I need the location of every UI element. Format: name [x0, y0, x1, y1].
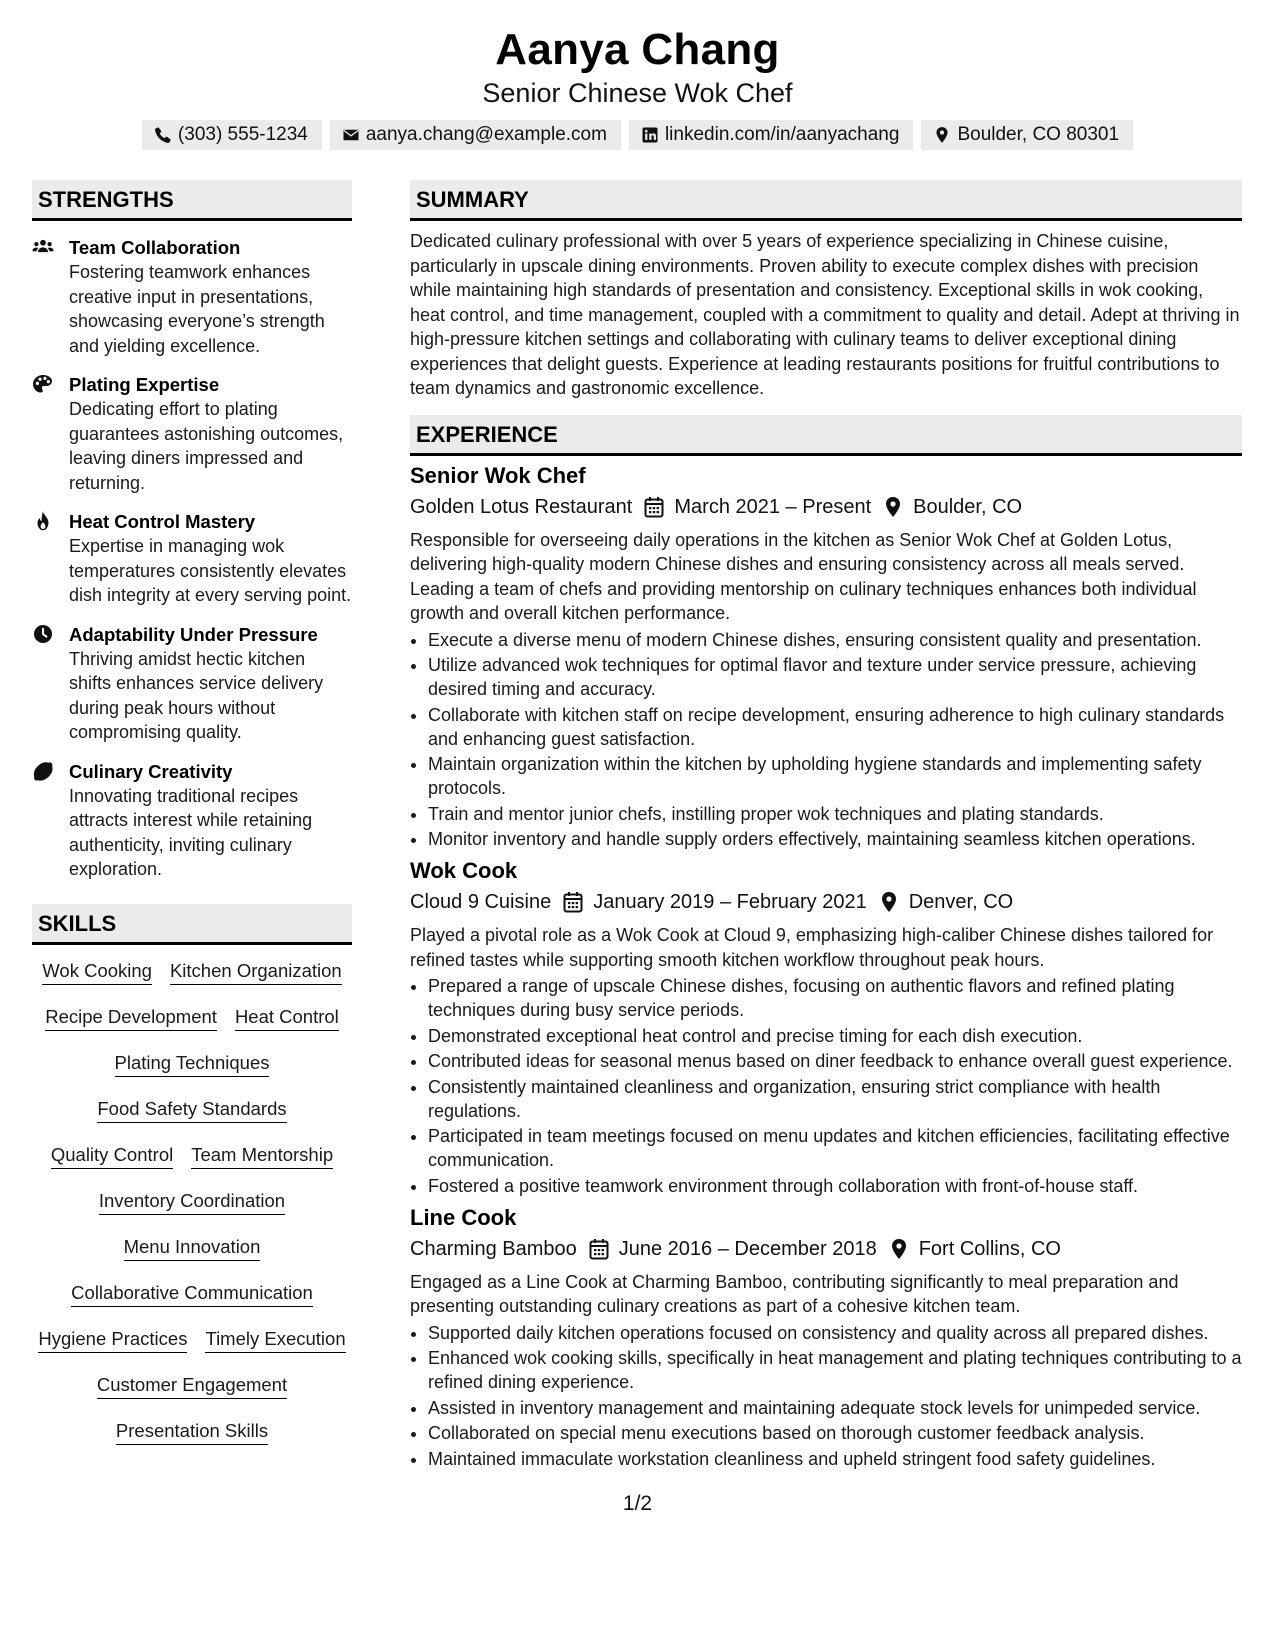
contact-email-text: aanya.chang@example.com	[365, 124, 607, 145]
job-title: Line Cook	[410, 1204, 517, 1230]
strength-title: Plating Expertise	[69, 374, 220, 395]
job-company: Golden Lotus Restaurant	[410, 495, 633, 518]
job-bullet: • Consistently maintained cleanliness and organization, ensuring strict compliance with health regulations.	[428, 1075, 1242, 1123]
job-company: Cloud 9 Cuisine	[410, 891, 552, 913]
job-entry	[410, 462, 1242, 852]
strength-description: Thriving amidst hectic kitchen shifts enhances service delivery during peak hours without compromising quality.	[69, 648, 324, 742]
strength-title: Adaptability Under Pressure	[69, 623, 318, 645]
job-entry	[410, 1204, 1242, 1471]
job-dates: June 2016 – December 2018	[618, 1237, 877, 1260]
strengths-heading: STRENGTHS	[32, 180, 352, 221]
job-bullet: • Contributed ideas for seasonal menus based on diner feedback to enhance overall guest experience.	[428, 1049, 1242, 1073]
skill-tag: Collaborative Communication	[71, 1281, 313, 1307]
job-description: Engaged as a Line Cook at Charming Bamboo, contributing significantly to meal preparation and presenting outstanding culinary creations as part of a cohesive kitchen team.	[410, 1271, 1179, 1316]
skill-tag: Customer Engagement	[97, 1373, 287, 1399]
job-description: Responsible for overseeing daily operations in the kitchen as Senior Wok Chef at Golden Lotus, delivering high-quality modern Chinese dishes and ensuring consistency across all meals served. Leading a team of chefs and providing mentorship on culinary techniques enhances both individual growth and overall kitchen performance.	[410, 529, 1197, 623]
left-column	[32, 180, 352, 1445]
skill-tag: Recipe Development	[45, 1005, 217, 1031]
job-bullet: • Execute a diverse menu of modern Chinese dishes, ensuring consistent quality and presentation.	[428, 628, 1242, 652]
job-bullet: • Enhanced wok cooking skills, specifically in heat management and plating techniques contributing to a refined dining experience.	[428, 1346, 1242, 1394]
job-bullet: • Monitor inventory and handle supply orders effectively, maintaining seamless kitchen operations.	[428, 827, 1242, 851]
job-bullet: • Train and mentor junior chefs, instilling proper wok techniques and plating standards.	[428, 802, 1242, 826]
job-bullets	[410, 974, 1242, 1198]
strength-title: Culinary Creativity	[69, 760, 233, 782]
job-meta	[410, 887, 1242, 917]
envelope-icon	[342, 126, 360, 144]
strength-title: Heat Control Mastery	[69, 511, 256, 532]
job-bullets	[410, 1321, 1242, 1471]
strength-item	[32, 235, 352, 358]
job-title-heading: Senior Chinese Wok Chef	[482, 78, 793, 108]
job-bullet: • Fostered a positive teamwork environment through collaboration with front-of-house staff.	[428, 1174, 1242, 1198]
strength-description: Dedicating effort to plating guarantees astonishing outcomes, leaving diners impressed and returning.	[69, 399, 344, 493]
skill-tag: Plating Techniques	[115, 1051, 270, 1077]
calendar-icon	[589, 1238, 609, 1260]
job-title: Senior Wok Chef	[410, 462, 586, 488]
strength-title: Team Collaboration	[69, 237, 241, 258]
phone-icon	[154, 126, 172, 144]
job-title: Wok Cook	[410, 858, 518, 883]
contact-linkedin[interactable]	[629, 120, 914, 150]
job-meta	[410, 1234, 1242, 1264]
strength-description: Fostering teamwork enhances creative input in presentations, showcasing everyone’s strength and yielding excellence.	[69, 262, 325, 356]
job-bullet: • Supported daily kitchen operations focused on consistency and quality across all prepared dishes.	[428, 1321, 1242, 1345]
job-bullet: • Maintain organization within the kitchen by upholding hygiene standards and implementing safety protocols.	[428, 752, 1242, 800]
job-company: Charming Bamboo	[410, 1237, 577, 1260]
fire-icon	[32, 509, 58, 608]
job-bullet: • Demonstrated exceptional heat control and precise timing for each dish execution.	[428, 1024, 1242, 1048]
experience-heading: EXPERIENCE	[410, 415, 1242, 456]
summary-heading: SUMMARY	[410, 180, 1242, 221]
skill-tag: Kitchen Organization	[170, 959, 342, 985]
palette-icon	[32, 372, 58, 495]
job-bullet: • Utilize advanced wok techniques for optimal flavor and texture under service pressure, achieving desired timing and accuracy.	[428, 653, 1242, 701]
page-number: 1/2	[622, 1492, 653, 1515]
calendar-icon	[563, 891, 583, 913]
contact-email[interactable]	[330, 120, 621, 150]
map-pin-icon	[889, 1238, 909, 1260]
contact-location-text: Boulder, CO 80301	[957, 124, 1120, 145]
strength-description: Innovating traditional recipes attracts interest while retaining authenticity, inviting culinary exploration.	[69, 785, 313, 879]
users-icon	[32, 235, 58, 358]
contact-phone[interactable]	[142, 120, 322, 150]
job-bullet: • Collaborate with kitchen staff on recipe development, ensuring adherence to high culinary standards and enhancing guest satisfaction.	[428, 703, 1242, 751]
contact-location[interactable]	[921, 120, 1133, 150]
contact-bar	[0, 120, 1275, 150]
map-pin-icon	[879, 891, 899, 913]
job-description: Played a pivotal role as a Wok Cook at Cloud 9, emphasizing high-caliber Chinese dishes tailored for refined tastes while supporting smooth kitchen workflow throughout peak hours.	[410, 925, 1214, 970]
skill-tag: Food Safety Standards	[97, 1097, 286, 1123]
strength-item	[32, 372, 352, 495]
resume-header	[0, 0, 1275, 150]
job-bullet: • Maintained immaculate workstation cleanliness and upheld stringent food safety guidelines.	[428, 1447, 1242, 1471]
contact-linkedin-text: linkedin.com/in/aanyachang	[664, 124, 900, 145]
strength-item	[32, 509, 352, 608]
skill-tag: Hygiene Practices	[38, 1327, 187, 1353]
map-pin-icon	[883, 496, 903, 518]
job-bullet: • Participated in team meetings focused on menu updates and kitchen efficiencies, facilitating effective communication.	[428, 1124, 1242, 1172]
map-pin-icon	[933, 126, 951, 144]
skill-tag: Team Mentorship	[191, 1143, 333, 1169]
job-bullet: • Assisted in inventory management and maintaining adequate stock levels for unimpeded service.	[428, 1396, 1242, 1420]
summary-text: Dedicated culinary professional with over 5 years of experience specializing in Chinese cuisine, particularly in upscale dining environments. Proven ability to execute complex dishes with precision while maintaining high standards of presentation and consistency. Exceptional skills in wok cooking, heat control, and time management, coupled with a commitment to quality and detail. Adept at thriving in high-pressure kitchen settings and collaborating with culinary teams to deliver exceptional dining experiences that delight guests. Experience at leading restaurants positions for fruitful contributions to team dynamics and gastronomic excellence.	[410, 231, 1240, 398]
skill-tag: Inventory Coordination	[99, 1189, 285, 1215]
clock-icon	[32, 622, 58, 745]
job-location: Boulder, CO	[913, 495, 1023, 518]
right-column	[410, 180, 1242, 1472]
skill-tag: Presentation Skills	[116, 1419, 268, 1445]
strength-description: Expertise in managing wok temperatures consistently elevates dish integrity at every serving point.	[69, 536, 352, 605]
job-dates: March 2021 – Present	[674, 495, 872, 518]
skill-tag: Heat Control	[235, 1005, 339, 1031]
skills-heading: SKILLS	[32, 904, 352, 945]
calendar-icon	[644, 496, 664, 518]
job-bullet: • Prepared a range of upscale Chinese dishes, focusing on authentic flavors and refined plating techniques during busy service periods.	[428, 974, 1242, 1022]
skill-tag: Menu Innovation	[124, 1235, 261, 1261]
lemon-icon	[32, 759, 58, 882]
skill-tag: Quality Control	[51, 1143, 173, 1169]
strength-item	[32, 759, 352, 882]
job-entry	[410, 857, 1242, 1198]
job-dates: January 2019 – February 2021	[593, 891, 867, 913]
job-meta	[410, 492, 1242, 522]
strength-item	[32, 622, 352, 745]
skill-tag: Wok Cooking	[42, 959, 152, 985]
skills-list	[32, 955, 352, 1445]
job-bullets	[410, 628, 1242, 852]
candidate-name: Aanya Chang	[495, 25, 780, 74]
job-bullet: • Collaborated on special menu executions based on thorough customer feedback analysis.	[428, 1421, 1242, 1445]
linkedin-icon	[641, 126, 659, 144]
skill-tag: Timely Execution	[205, 1327, 345, 1353]
job-location: Fort Collins, CO	[918, 1237, 1061, 1260]
job-location: Denver, CO	[908, 891, 1014, 913]
contact-phone-text: (303) 555-1234	[177, 124, 308, 145]
